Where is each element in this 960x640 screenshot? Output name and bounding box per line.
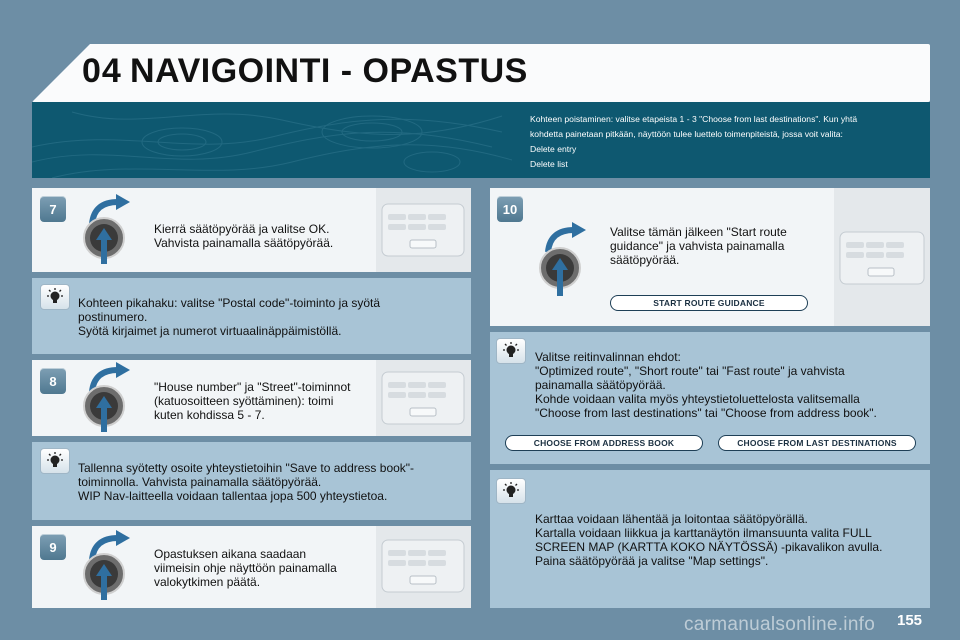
- text-line: "Choose from last destinations" tai "Choose from address book".: [535, 406, 877, 420]
- banner-line: Delete entry: [530, 144, 577, 154]
- page-number: 155: [897, 612, 923, 629]
- text-line: SCREEN MAP (KARTTA KOKO NÄYTÖSSÄ) -pikavalikon avulla.: [535, 540, 883, 554]
- text-line: Kierrä säätöpyörää ja valitse OK.: [154, 222, 330, 236]
- watermark: carmanualsonline.info: [684, 614, 876, 635]
- radio-unit-icon: [838, 228, 926, 288]
- tip-2-text: [78, 461, 414, 503]
- tip-2-bulb: [40, 448, 70, 474]
- tip-3-bulb: [496, 338, 526, 364]
- lightbulb-icon: [502, 482, 520, 500]
- text-line: viimeisin ohje näyttöön painamalla: [154, 561, 337, 575]
- text-line: valokytkimen päätä.: [154, 575, 261, 589]
- radio-unit-icon: [380, 536, 466, 596]
- rotary-knob-icon: [80, 362, 140, 436]
- step-7-badge: 7: [40, 196, 66, 222]
- banner-line: Kohteen poistaminen: valitse etapeista 1 - 3 "Choose from last destinations". Kun yhtä: [530, 114, 858, 124]
- rotary-knob-icon: [536, 222, 596, 300]
- radio-unit-icon: [380, 368, 466, 428]
- tip-1-text: [78, 296, 380, 338]
- text-line: Paina säätöpyörää ja valitse "Map settings".: [535, 554, 769, 568]
- step-10-text: [610, 225, 787, 267]
- tip-4-bulb: [496, 478, 526, 504]
- step-9-text: [154, 547, 337, 589]
- page-title: NAVIGOINTI - OPASTUS: [130, 52, 528, 90]
- choose-from-last-destinations-button[interactable]: CHOOSE FROM LAST DESTINATIONS: [718, 435, 916, 451]
- text-line: Tallenna syötetty osoite yhteystietoihin "Save to address book"-: [78, 461, 415, 475]
- start-route-guidance-button[interactable]: START ROUTE GUIDANCE: [610, 295, 808, 311]
- radio-unit-icon: [380, 200, 466, 260]
- text-line: Vahvista painamalla säätöpyörää.: [154, 236, 334, 250]
- text-line: Valitse tämän jälkeen "Start route: [610, 225, 787, 239]
- text-line: säätöpyörää.: [610, 253, 680, 267]
- text-line: kuten kohdissa 5 - 7.: [154, 408, 265, 422]
- text-line: Kohteen pikahaku: valitse "Postal code"-toiminto ja syötä: [78, 296, 381, 310]
- step-7-text: [154, 222, 333, 250]
- chapter-number: 04: [82, 52, 122, 90]
- text-line: (katuosoitteen syöttäminen): toimi: [154, 394, 334, 408]
- banner-line: Delete list: [530, 159, 568, 169]
- step-8-badge: 8: [40, 368, 66, 394]
- text-line: painamalla säätöpyörää.: [535, 378, 666, 392]
- text-line: "House number" ja "Street"-toiminnot: [154, 380, 351, 394]
- text-line: Karttaa voidaan lähentää ja loitontaa säätöpyörällä.: [535, 512, 808, 526]
- lightbulb-icon: [502, 342, 520, 360]
- choose-from-address-book-button[interactable]: CHOOSE FROM ADDRESS BOOK: [505, 435, 703, 451]
- step-10-badge: 10: [497, 196, 523, 222]
- text-line: Opastuksen aikana saadaan: [154, 547, 307, 561]
- lightbulb-icon: [46, 452, 64, 470]
- rotary-knob-icon: [80, 530, 140, 604]
- tip-4-text: [535, 512, 882, 568]
- tip-1-bulb: [40, 284, 70, 310]
- banner-text: [530, 112, 920, 172]
- text-line: WIP Nav-laitteella voidaan tallentaa jopa 500 yhteystietoa.: [78, 489, 388, 503]
- text-line: Kartalla voidaan liikkua ja karttanäytön ilmansuunta valita FULL: [535, 526, 872, 540]
- text-line: Kohde voidaan valita myös yhteystietoluettelosta valitsemalla: [535, 392, 860, 406]
- tip-3-text: [535, 350, 877, 420]
- text-line: guidance" ja vahvista painamalla: [610, 239, 785, 253]
- step-9-badge: 9: [40, 534, 66, 560]
- text-line: Syötä kirjaimet ja numerot virtuaalinäppäimistöllä.: [78, 324, 342, 338]
- rotary-knob-icon: [80, 194, 140, 268]
- lightbulb-icon: [46, 288, 64, 306]
- text-line: toiminnolla. Vahvista painamalla säätöpyörää.: [78, 475, 322, 489]
- text-line: "Optimized route", "Short route" tai "Fast route" ja vahvista: [535, 364, 845, 378]
- step-8-text: [154, 380, 350, 422]
- text-line: postinumero.: [78, 310, 148, 324]
- banner-line: kohdetta painetaan pitkään, näyttöön tulee luettelo toimenpiteistä, jossa voit valita:: [530, 129, 843, 139]
- text-line: Valitse reitinvalinnan ehdot:: [535, 350, 681, 364]
